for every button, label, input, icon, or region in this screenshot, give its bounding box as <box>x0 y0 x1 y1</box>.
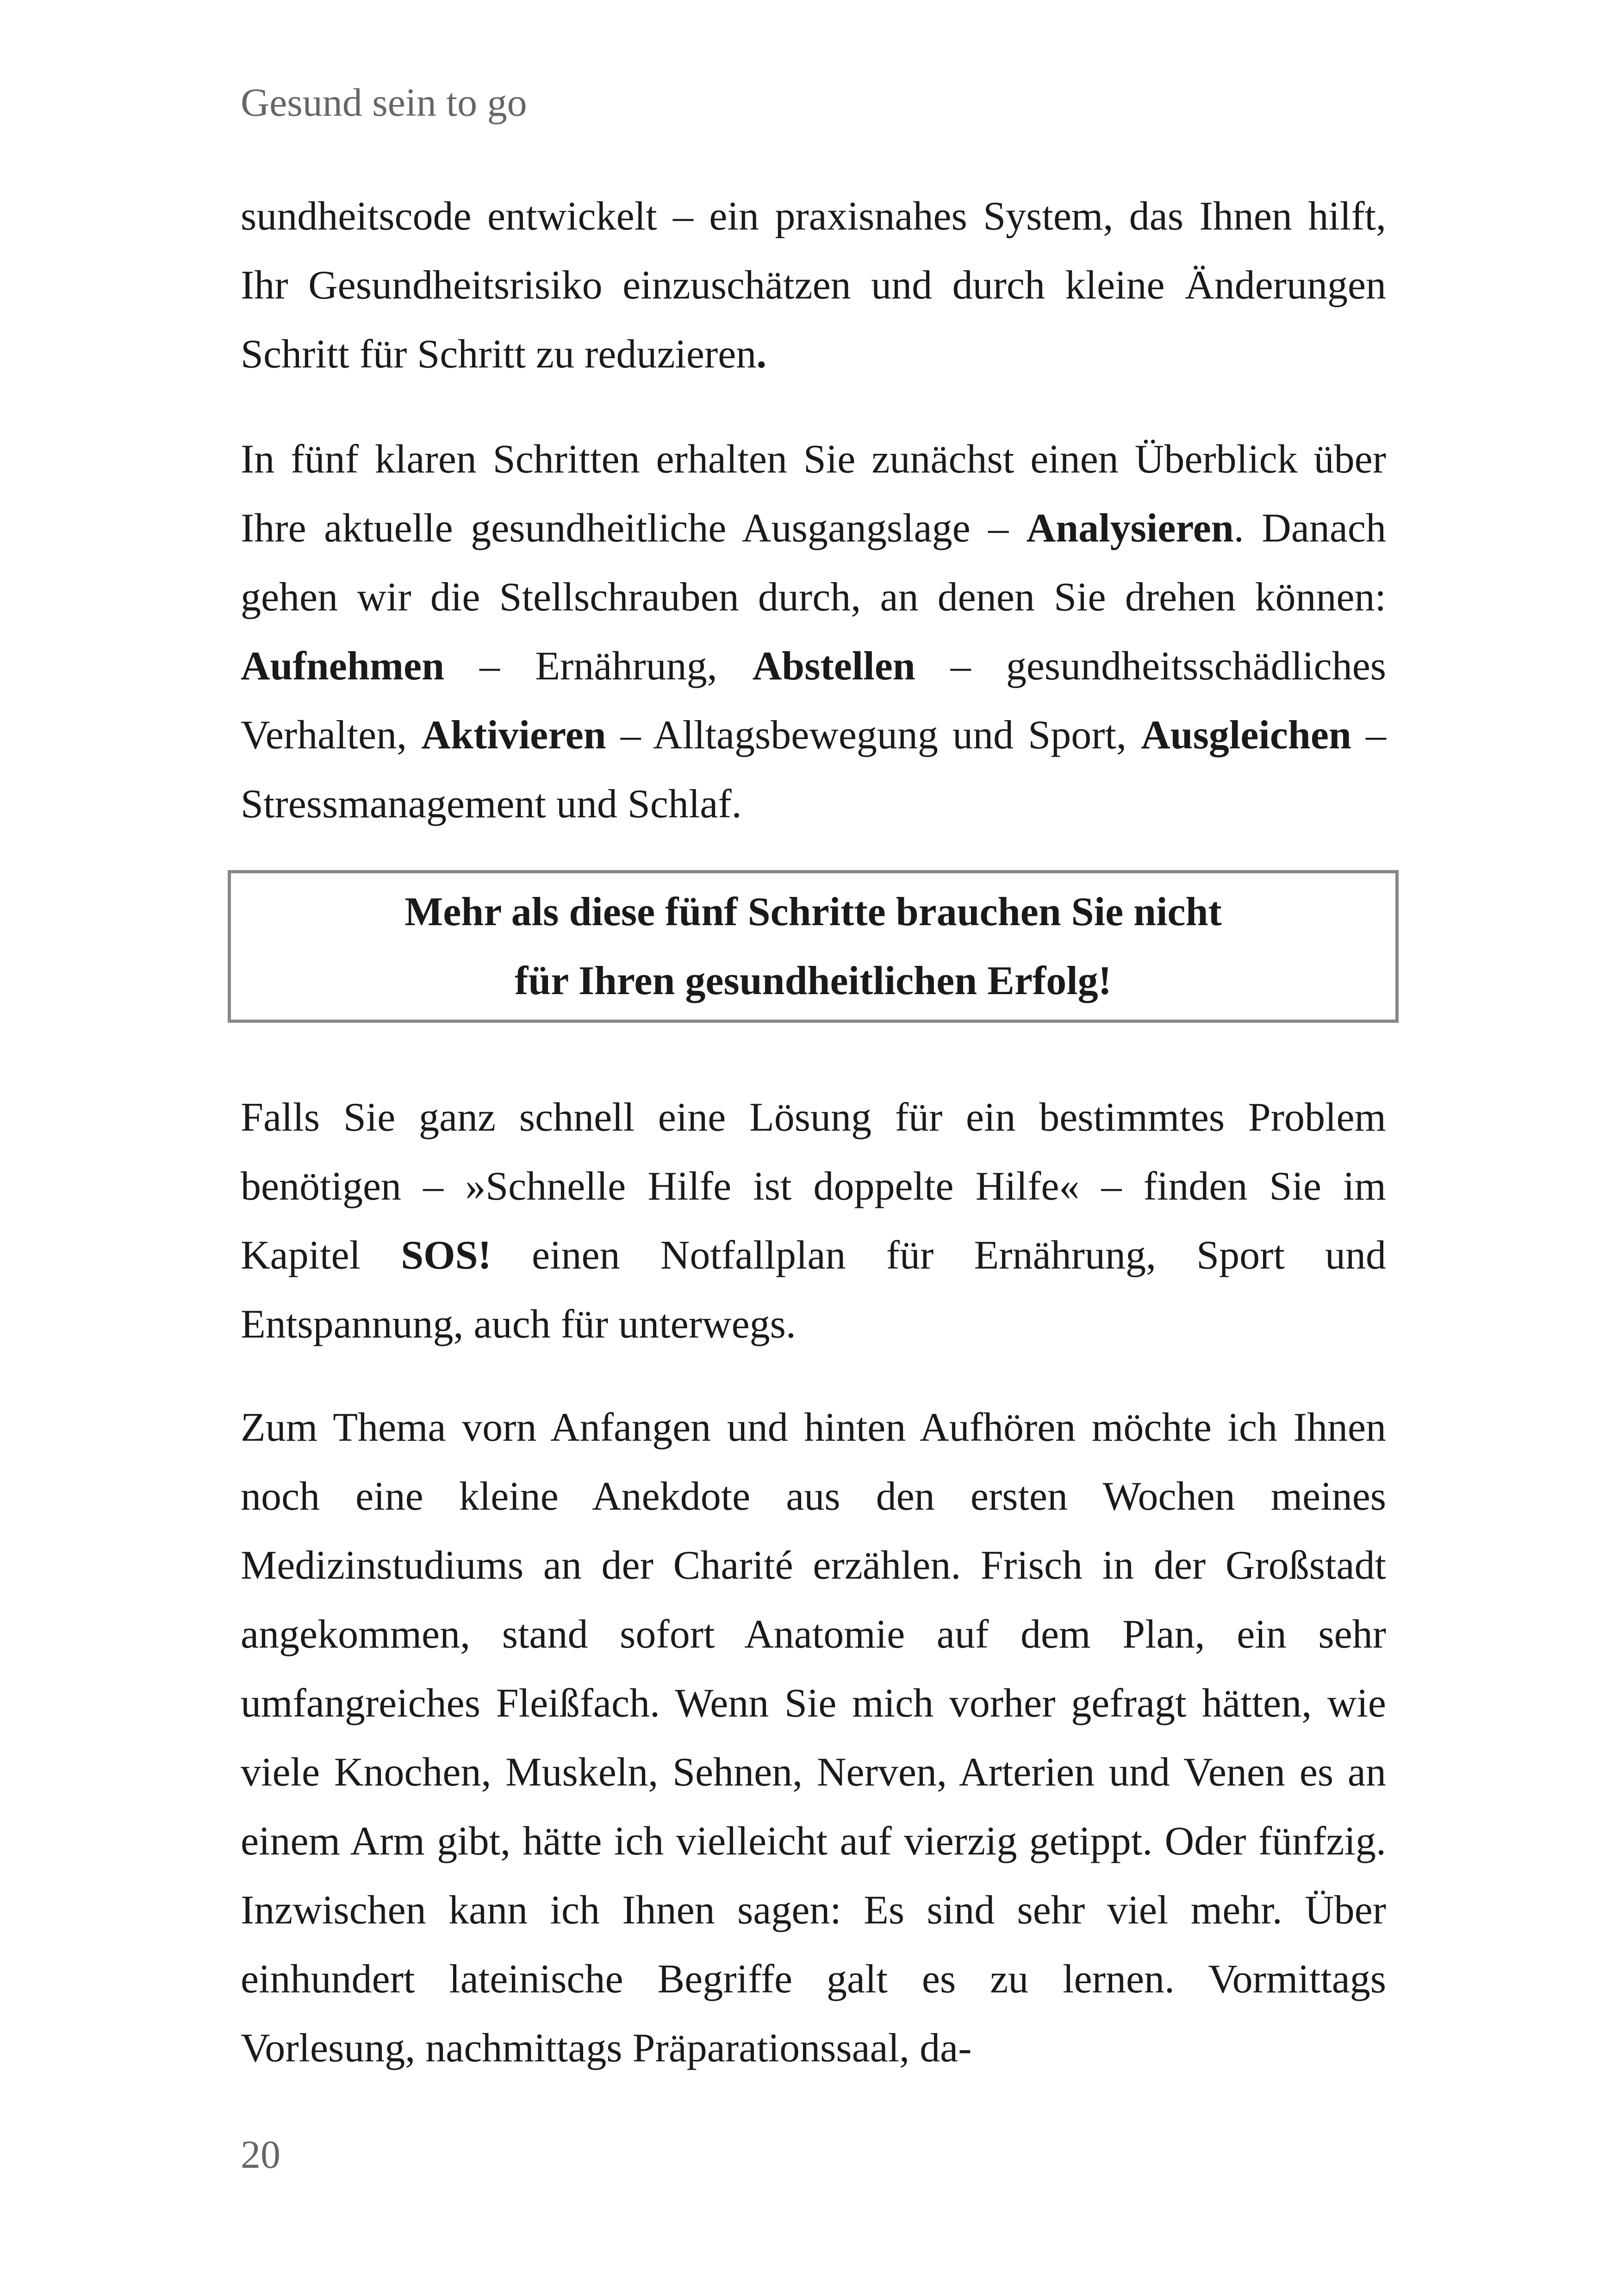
sos-chapter-ref: SOS! <box>401 1233 492 1278</box>
paragraph-intro-text: sundheitscode entwickelt – ein praxisnahes System, das Ihnen hilft, Ihr Gesundheitsrisiko einzuschätzen und durch kleine Änderungen Schritt für Schritt zu reduzieren <box>241 194 1386 377</box>
paragraph-anecdote: Zum Thema vorn Anfangen und hinten Aufhören möchte ich Ihnen noch eine kleine Anekdote aus den ersten Wochen meines Medizinstudiums an der Charité erzählen. Frisch in der Großstadt angekommen, stand sofort Anatomie auf dem Plan, ein sehr umfangreiches Fleißfach. Wenn Sie mich vorher gefragt hätten, wie viele Knochen, Muskeln, Sehnen, Nerven, Arterien und Venen es an einem Arm gibt, hätte ich vielleicht auf vierzig getippt. Oder fünfzig. Inzwischen kann ich Ihnen sagen: Es sind sehr viel mehr. Über einhundert lateinische Begriffe galt es zu lernen. Vormittags Vorlesung, nachmittags Präparationssaal, da- <box>241 1405 1386 2071</box>
paragraph-intro <box>241 182 1386 389</box>
text-segment: einen Notfallplan für Ernährung, Sport und Entspannung, auch für unterwegs. <box>241 1233 1387 1347</box>
paragraph-sos <box>241 1083 1386 1359</box>
callout-line-2: für Ihren gesundheitlichen Erfolg! <box>515 958 1112 1003</box>
page-number: 20 <box>241 2132 280 2177</box>
running-title: Gesund sein to go <box>241 80 527 124</box>
step-aktivieren: Aktivieren <box>421 713 606 758</box>
text-segment: – Alltagsbewegung und Sport, <box>606 713 1141 758</box>
paragraph-intro-period: . <box>756 332 767 377</box>
text-segment: Falls Sie ganz schnell eine Lösung für ein bestimmtes Problem benötigen – »Schnelle Hilfe ist doppelte Hilfe« – finden Sie im Kapitel <box>241 1095 1386 1278</box>
step-abstellen: Abstellen <box>752 644 915 689</box>
text-segment: – gesundheitsschädliches Verhalten, <box>241 644 1386 758</box>
callout-line-1: Mehr als diese fünf Schritte brauchen Sie nicht <box>404 890 1222 934</box>
callout-box <box>228 870 1399 1023</box>
text-segment: – Ernährung, <box>444 644 753 689</box>
step-analysieren: Analysieren <box>1026 506 1234 551</box>
step-ausgleichen: Ausgleichen <box>1141 713 1351 758</box>
text-segment: – Stressmanagement und Schlaf. <box>241 713 1386 827</box>
text-segment: . Danach gehen wir die Stellschrauben durch, an denen Sie drehen können: <box>241 506 1386 620</box>
paragraph-five-steps <box>241 425 1386 839</box>
text-segment: In fünf klaren Schritten erhalten Sie zunächst einen Überblick über Ihre aktuelle gesundheitliche Ausgangslage – <box>241 437 1386 551</box>
step-aufnehmen: Aufnehmen <box>241 644 445 689</box>
